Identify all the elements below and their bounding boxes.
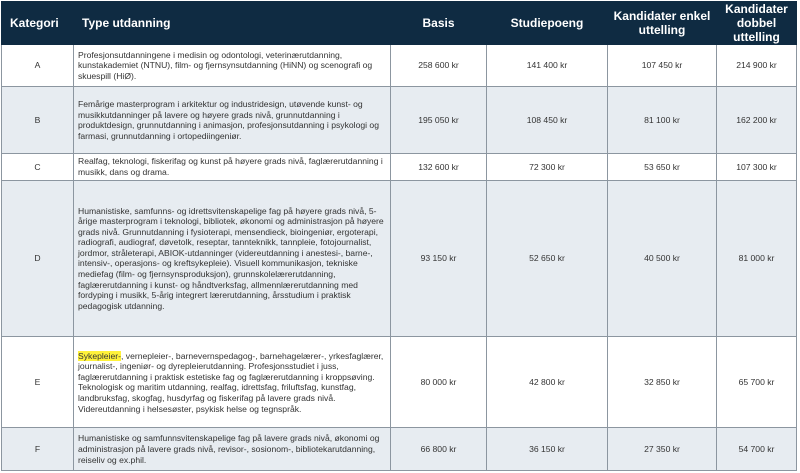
cell-basis: 93 150 kr — [391, 180, 487, 337]
cell-kandidater-dobbel: 214 900 kr — [717, 45, 797, 87]
cell-basis: 195 050 kr — [391, 87, 487, 154]
cell-type-utdanning — [74, 337, 391, 428]
cell-kandidater-dobbel: 81 000 kr — [717, 180, 797, 337]
cell-studiepoeng: 52 650 kr — [487, 180, 608, 337]
highlighted-text: Sykepleier- — [78, 350, 121, 361]
cell-basis: 132 600 kr — [391, 154, 487, 180]
cell-kategori: A — [2, 45, 74, 87]
header-kandidater-enkel: Kandidater enkel uttelling — [608, 2, 717, 45]
cell-basis: 66 800 kr — [391, 428, 487, 471]
cell-kandidater-enkel: 32 850 kr — [608, 337, 717, 428]
funding-table — [1, 1, 797, 471]
cell-type-utdanning: Humanistiske, samfunns- og idrettsvitenskapelige fag på høyere grads nivå, 5-årige masterprogram i teknologi, bibliotek, økonomi og administrasjon på høyere grads nivå. Grunnutdanning i fysioterapi, mensendieck, bioingeniør, ergoterapi, radiografi, audiograf, døvetolk, reseptar, tannteknikk, tannpleie, fotojournalist, jordmor, stråleterapi, ABIOK-utdanninger (videreutdanning i anestesi-, barne-, intensiv-, operasjons- og kreftsykepleie). Visuell kommunikasjon, tekniske mediefag (film- og fjernsynsproduksjon), grunnskolelærerutdanning, faglærerutdanning i kunst- og håndtverksfag, allmennlærerutdanning med fordyping i musikk, 5-årig integrert lærerutdanning, årsstudium i praktisk pedagogisk utdanning. — [74, 180, 391, 337]
cell-studiepoeng: 72 300 kr — [487, 154, 608, 180]
cell-kandidater-enkel: 40 500 kr — [608, 180, 717, 337]
cell-kandidater-enkel: 107 450 kr — [608, 45, 717, 87]
cell-kandidater-dobbel: 162 200 kr — [717, 87, 797, 154]
cell-kategori: F — [2, 428, 74, 471]
cell-kategori: E — [2, 337, 74, 428]
cell-kandidater-enkel: 27 350 kr — [608, 428, 717, 471]
table-row — [2, 45, 797, 87]
table-row — [2, 87, 797, 154]
cell-kandidater-enkel: 53 650 kr — [608, 154, 717, 180]
cell-type-utdanning: Realfag, teknologi, fiskerifag og kunst på høyere grads nivå, faglærerutdanning i musikk, dans og drama. — [74, 154, 391, 180]
header-type-utdanning: Type utdanning — [74, 2, 391, 45]
cell-kategori: C — [2, 154, 74, 180]
cell-studiepoeng: 141 400 kr — [487, 45, 608, 87]
table-row — [2, 428, 797, 471]
header-kandidater-dobbel: Kandidater dobbel uttelling — [717, 2, 797, 45]
cell-basis: 80 000 kr — [391, 337, 487, 428]
cell-kategori: B — [2, 87, 74, 154]
table-row — [2, 154, 797, 180]
header-kategori: Kategori — [2, 2, 74, 45]
cell-kandidater-dobbel: 54 700 kr — [717, 428, 797, 471]
cell-kandidater-enkel: 81 100 kr — [608, 87, 717, 154]
cell-kandidater-dobbel: 107 300 kr — [717, 154, 797, 180]
table-row — [2, 337, 797, 428]
cell-type-utdanning: Profesjonsutdanningene i medisin og odontologi, veterinærutdanning, kunstakademiet (NTNU), film- og fjernsynsutdanning (HiNN) og scenografi og skuespill (HiØ). — [74, 45, 391, 87]
cell-type-utdanning: Humanistiske og samfunnsvitenskapelige fag på lavere grads nivå, økonomi og administrasjon på lavere grads nivå, revisor-, sosionom-, bibliotekarutdanning, reiseliv og ex.phil. — [74, 428, 391, 471]
cell-kategori: D — [2, 180, 74, 337]
cell-studiepoeng: 42 800 kr — [487, 337, 608, 428]
cell-kandidater-dobbel: 65 700 kr — [717, 337, 797, 428]
cell-basis: 258 600 kr — [391, 45, 487, 87]
cell-studiepoeng: 108 450 kr — [487, 87, 608, 154]
cell-studiepoeng: 36 150 kr — [487, 428, 608, 471]
header-basis: Basis — [391, 2, 487, 45]
cell-type-utdanning: Femårige masterprogram i arkitektur og industridesign, utøvende kunst- og musikkutdanninger på lavere og høyere grads nivå, grunnutdanning i produktdesign, grunnutdanning i animasjon, profesjonsutdanning i psykologi og farmasi, grunnutdanning i ortopediingeniør. — [74, 87, 391, 154]
header-studiepoeng: Studiepoeng — [487, 2, 608, 45]
table-row — [2, 180, 797, 337]
table-header-row — [2, 2, 797, 45]
cell-type-text: , vernepleier-, barnevernspedagog-, barnehagelærer-, yrkesfaglærer, journalist-, ingeniør- og dyrepleierutdanning. Profesjonsstudiet i juss, faglærerutdanning i praktisk estetiske fag og faglærerutdanning i kroppsøving. Teknologisk og maritim utdanning, realfag, idrettsfag, friluftsfag, kunstfag, landbruksfag, skogfag, husdyrfag og fiskerifag på lavere grads nivå. Videreutdanning i helsesøster, psykisk helse og tegnspråk. — [78, 350, 384, 414]
